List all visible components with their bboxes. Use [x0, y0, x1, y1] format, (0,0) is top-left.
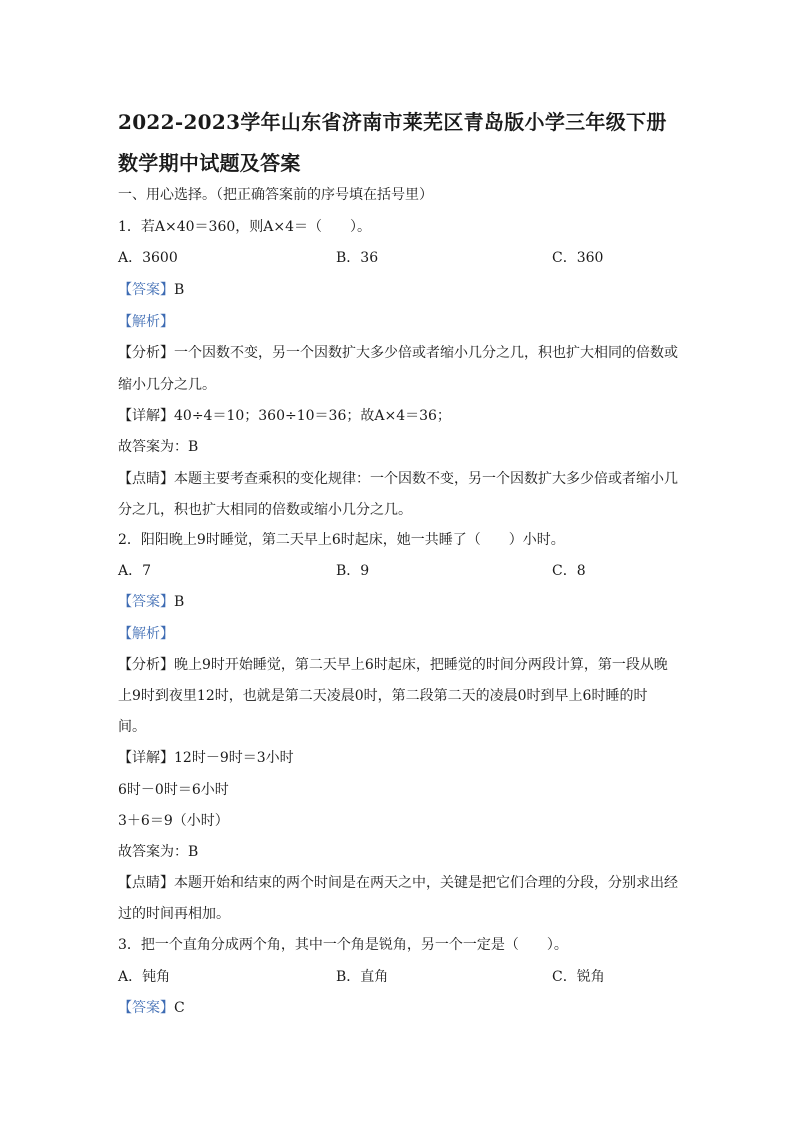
document-title-line-1: 2022-2023学年山东省济南市莱芜区青岛版小学三年级下册	[118, 110, 667, 134]
q2-final-answer: 故答案为：B	[118, 844, 199, 860]
q2-stem: 2．阳阳晚上9时睡觉，第二天早上6时起床，她一共睡了（ ）小时。	[118, 532, 565, 548]
q1-dianjing-text-1: 本题主要考查乘积的变化规律：一个因数不变，另一个因数扩大多少倍或者缩小几	[174, 471, 678, 487]
dianjing-label: 【点睛】	[118, 875, 174, 891]
q2-dianjing-text-1: 本题开始和结束的两个时间是在两天之中，关键是把它们合理的分段，分别求出经	[174, 875, 678, 891]
q1-dianjing	[118, 470, 688, 488]
xiangjie-label: 【详解】	[118, 408, 174, 424]
q3-option-b: B．直角	[336, 969, 389, 985]
q1-fenxi-text-2: 缩小几分之几。	[118, 377, 216, 393]
answer-label: 【答案】	[118, 594, 174, 610]
q1-answer	[118, 281, 688, 299]
dianjing-label: 【点睛】	[118, 471, 174, 487]
section-heading: 一、用心选择。（把正确答案前的序号填在括号里）	[118, 187, 433, 203]
q1-stem: 1．若A×40＝360，则A×4＝（ ）。	[118, 219, 372, 235]
q2-option-b: B．9	[336, 563, 370, 579]
q2-answer-value: B	[174, 594, 185, 610]
q2-answer	[118, 593, 688, 611]
q2-fenxi-text-2: 上9时到夜里12时，也就是第二天凌晨0时，第二段第二天的凌晨0时到早上6时睡的时	[118, 688, 648, 704]
jiexi-label: 【解析】	[118, 626, 174, 642]
q3-stem: 3．把一个直角分成两个角，其中一个角是锐角，另一个一定是（ ）。	[118, 937, 568, 953]
q1-xiangjie	[118, 407, 688, 425]
q1-dianjing-text-2: 分之几，积也扩大相同的倍数或缩小几分之几。	[118, 502, 412, 518]
q3-answer-value: C	[174, 1000, 185, 1016]
xiangjie-label: 【详解】	[118, 750, 174, 766]
q1-fenxi-text-1: 一个因数不变，另一个因数扩大多少倍或者缩小几分之几，积也扩大相同的倍数或	[174, 345, 678, 361]
fenxi-label: 【分析】	[118, 345, 174, 361]
q1-fenxi	[118, 344, 688, 362]
q1-jiexi	[118, 313, 688, 331]
fenxi-label: 【分析】	[118, 657, 174, 673]
q2-dianjing	[118, 874, 688, 892]
jiexi-label: 【解析】	[118, 314, 174, 330]
answer-label: 【答案】	[118, 1000, 174, 1016]
q1-option-c: C．360	[552, 250, 604, 266]
q2-dianjing-text-2: 过的时间再相加。	[118, 906, 230, 922]
q1-xiangjie-text: 40÷4＝10；360÷10＝36；故A×4＝36；	[174, 408, 451, 424]
q1-option-a: A．3600	[118, 250, 178, 266]
q2-fenxi-text-3: 间。	[118, 719, 146, 735]
q1-option-b: B．36	[336, 250, 379, 266]
q2-fenxi	[118, 656, 688, 674]
q2-calc-line-3: 3＋6＝9（小时）	[118, 813, 229, 829]
q2-option-c: C．8	[552, 563, 586, 579]
q3-option-c: C．锐角	[552, 969, 605, 985]
q1-final-answer: 故答案为：B	[118, 439, 199, 455]
answer-label: 【答案】	[118, 282, 174, 298]
q2-calc-line-2: 6时－0时＝6小时	[118, 782, 229, 798]
q3-option-a: A．钝角	[118, 969, 171, 985]
q2-option-a: A．7	[118, 563, 152, 579]
q3-answer	[118, 999, 688, 1017]
q2-xiangjie	[118, 749, 688, 767]
q2-fenxi-text-1: 晚上9时开始睡觉，第二天早上6时起床，把睡觉的时间分两段计算，第一段从晚	[174, 657, 668, 673]
q2-jiexi	[118, 625, 688, 643]
q2-xiangjie-text: 12时－9时＝3小时	[174, 750, 294, 766]
document-title-line-2: 数学期中试题及答案	[118, 151, 301, 175]
q1-answer-value: B	[174, 282, 185, 298]
